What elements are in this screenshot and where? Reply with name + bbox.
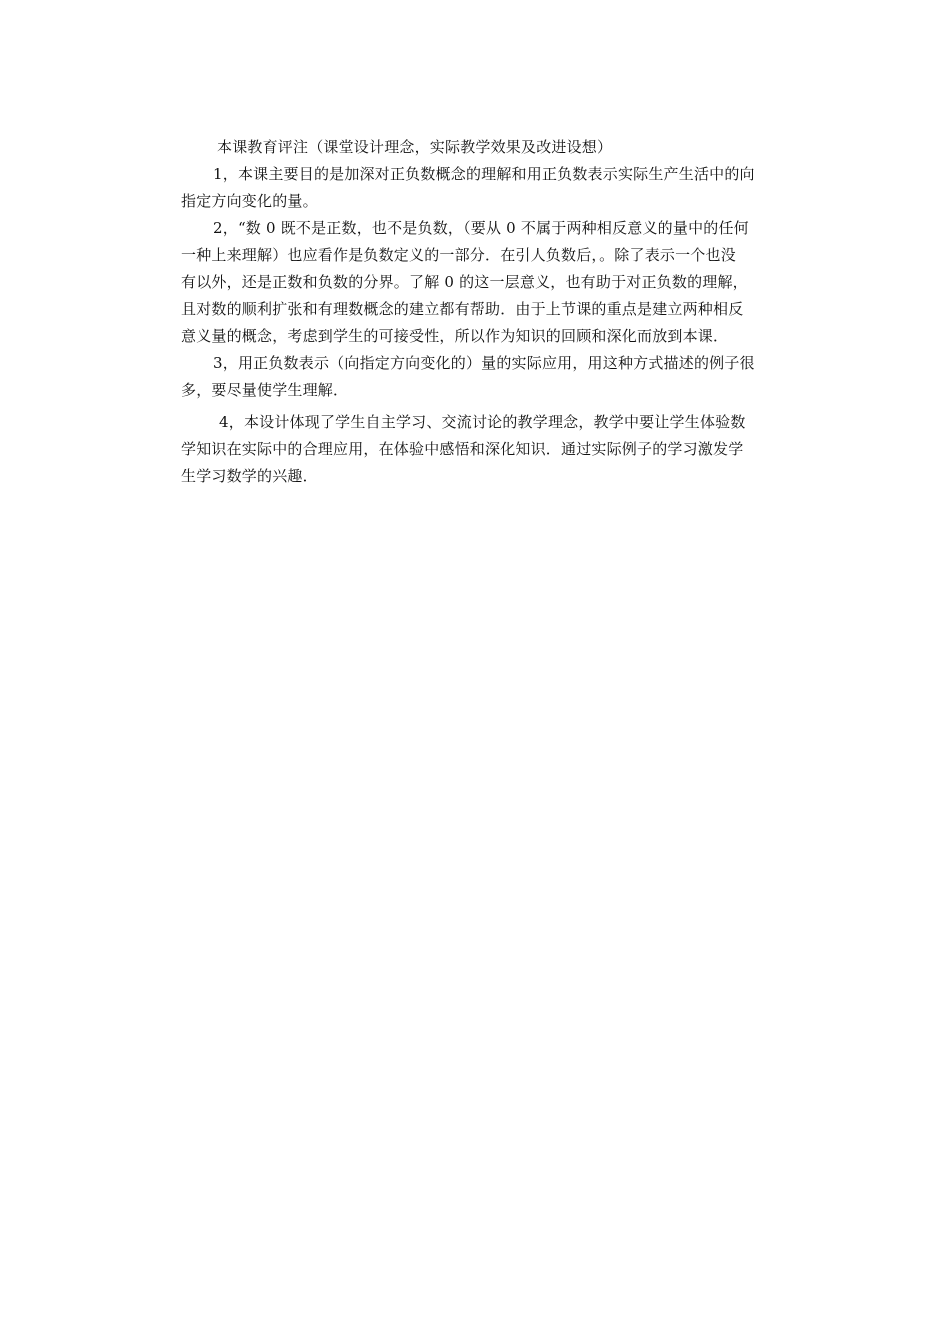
paragraph-2-line-2: 一种上来理解）也应看作是负数定义的一部分．在引人负数后，。除了表示一个也没 — [181, 246, 736, 264]
document-body — [181, 134, 787, 490]
paragraph-4-line-2: 学知识在实际中的合理应用，在体验中感悟和深化知识．通过实际例子的学习激发学 — [181, 440, 744, 458]
paragraph-4-line-1: 4，本设计体现了学生自主学习、交流讨论的教学理念，教学中要让学生体验数 — [219, 413, 746, 431]
paragraph-3-line-2: 多，要尽量使学生理解． — [181, 381, 349, 399]
paragraph-1-line-1: 1，本课主要目的是加深对正负数概念的理解和用正负数表示实际生产生活中的向 — [213, 165, 755, 183]
paragraph-2-line-5: 意义量的概念，考虑到学生的可接受性，所以作为知识的回顾和深化而放到本课． — [181, 327, 729, 345]
paragraph-2-line-3: 有以外，还是正数和负数的分界。了解 0 的这一层意义，也有助于对正负数的理解， — [181, 273, 748, 291]
paragraph-2-line-1: 2，“数 0 既不是正数，也不是负数，（要从 0 不属于两种相反意义的量中的任何 — [213, 219, 749, 237]
paragraph-2-line-4: 且对数的顺利扩张和有理数概念的建立都有帮助．由于上节课的重点是建立两种相反 — [181, 300, 744, 318]
paragraph-1-line-2: 指定方向变化的量。 — [181, 192, 318, 210]
paragraph-4-line-3: 生学习数学的兴趣． — [181, 467, 318, 485]
document-title: 本课教育评注（课堂设计理念，实际教学效果及改进设想） — [217, 138, 613, 156]
paragraph-3-line-1: 3，用正负数表示（向指定方向变化的）量的实际应用，用这种方式描述的例子很 — [213, 354, 755, 372]
